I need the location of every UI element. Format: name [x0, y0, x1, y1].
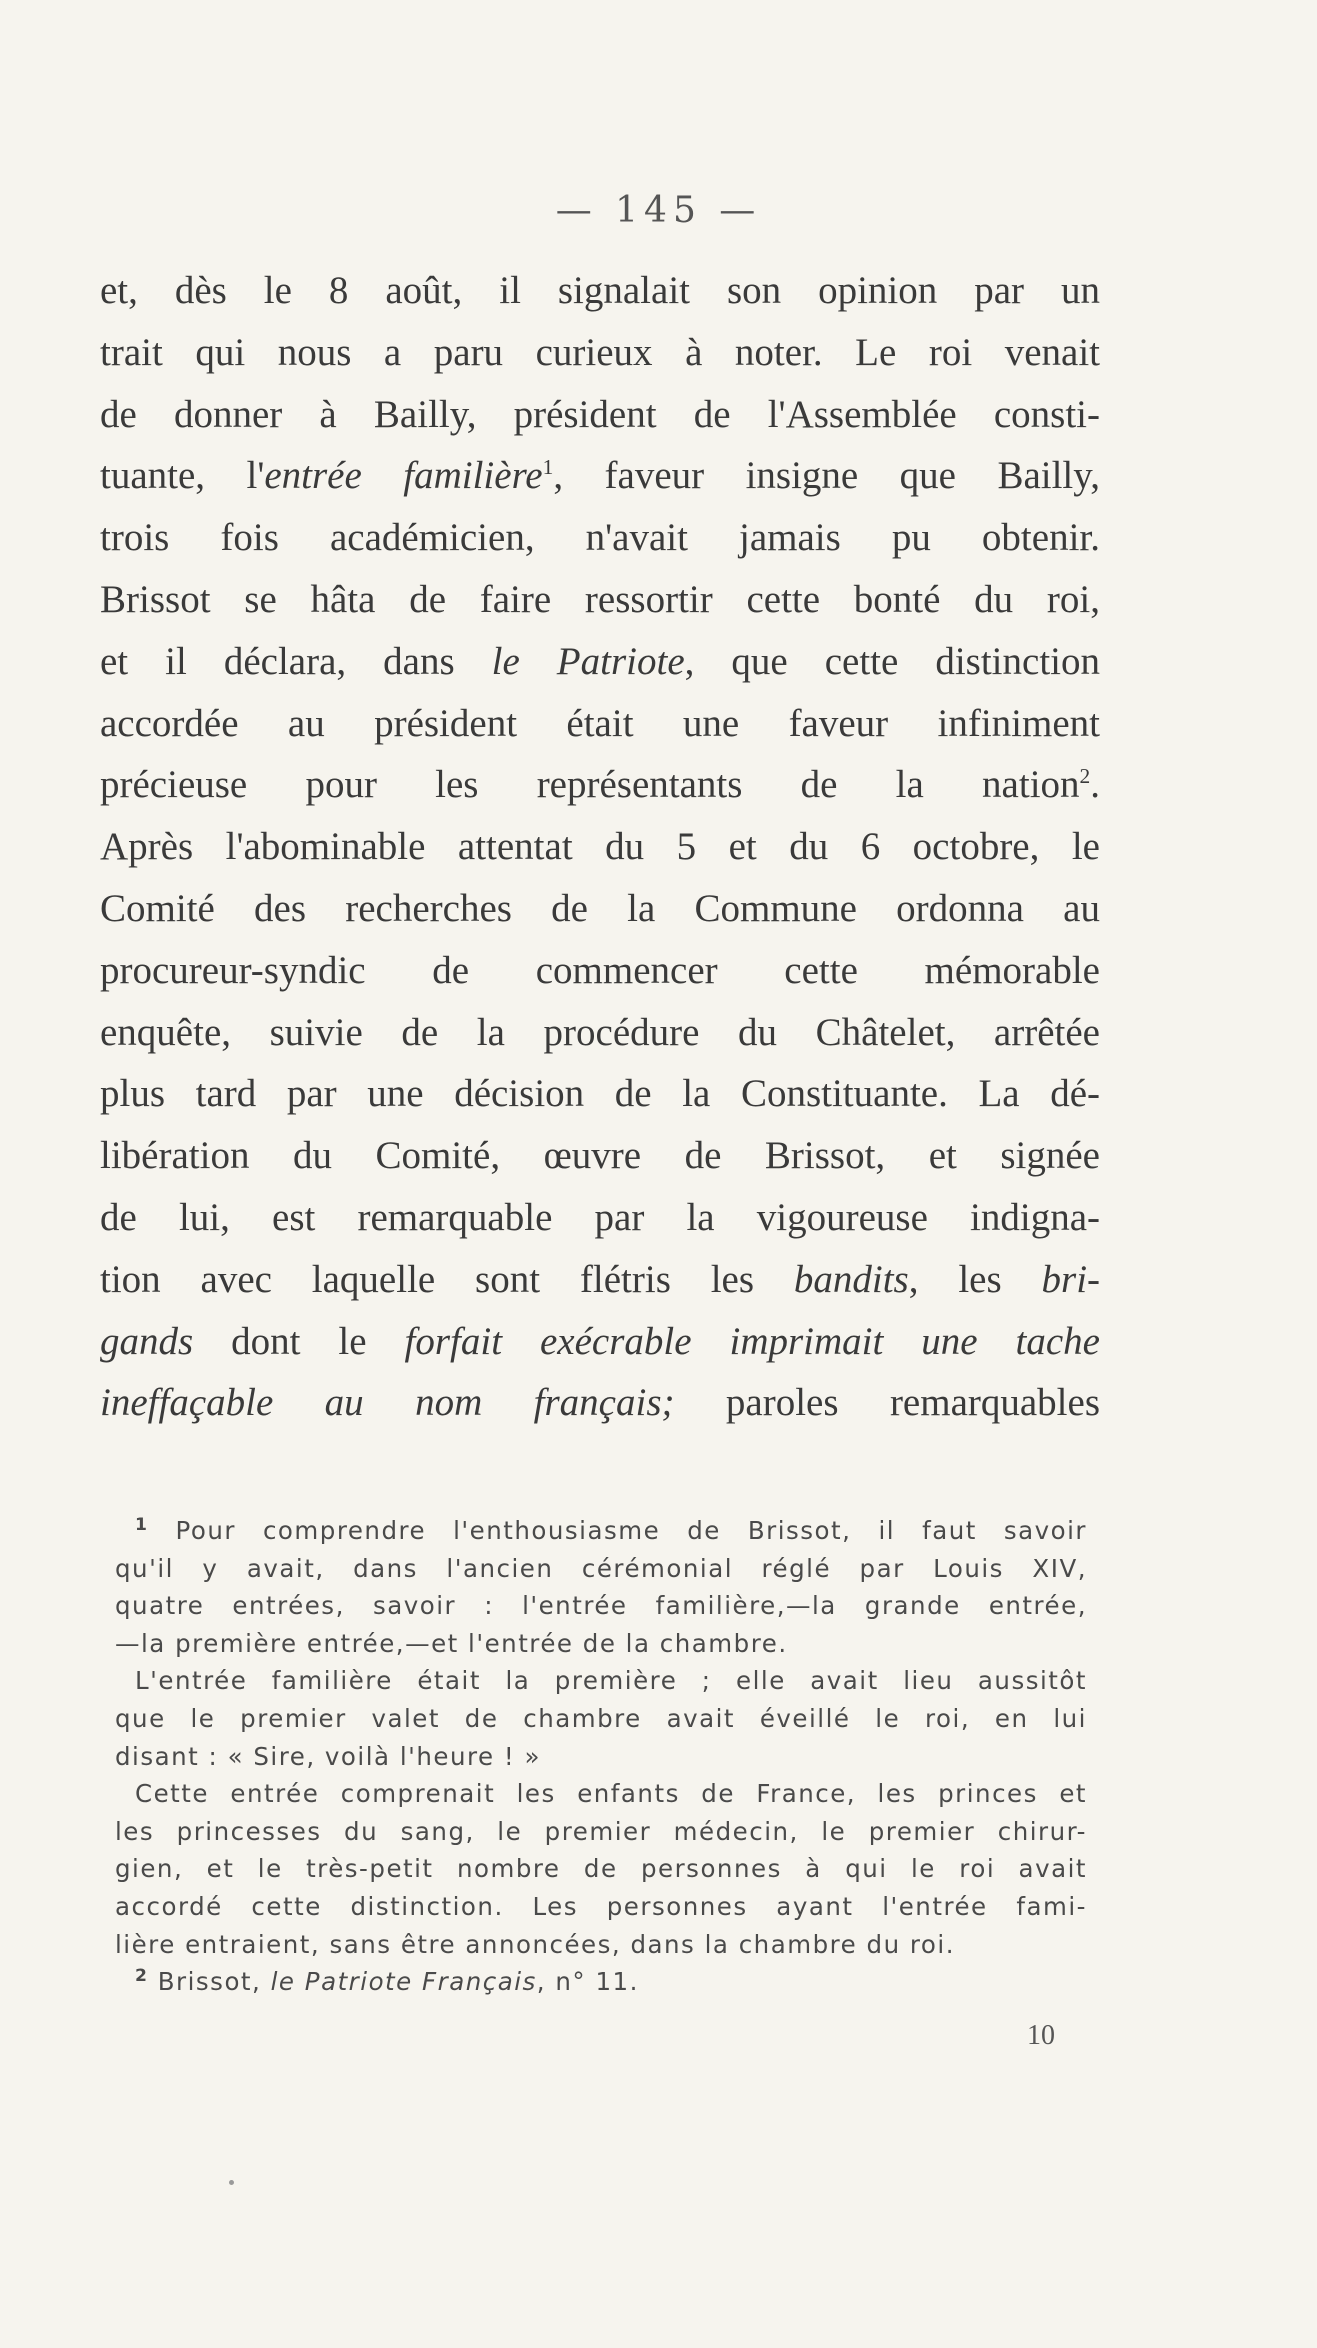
text-run: Après l'abominable attentat du 5 et du 6 octobre, le — [100, 825, 1100, 869]
text-run: , les — [908, 1257, 1042, 1301]
body-line — [100, 507, 1100, 569]
text-run: libération du Comité, œuvre de Brissot, et signée — [100, 1134, 1100, 1178]
body-line — [100, 1125, 1100, 1187]
body-line — [100, 384, 1100, 446]
italic-text: bandits — [793, 1257, 909, 1301]
text-run: gien, et le très-petit nombre de personnes à qui le roi avait — [115, 1854, 1087, 1884]
text-run: paroles remarquables — [674, 1381, 1101, 1425]
footnote-reference: 1 — [542, 455, 554, 480]
italic-text: ineffaçable au nom français; — [100, 1381, 675, 1425]
body-line — [100, 1372, 1100, 1434]
text-run: Brissot, — [148, 1967, 271, 1997]
text-run: dont le — [193, 1319, 405, 1363]
body-text — [100, 260, 1100, 1434]
body-line — [100, 1187, 1100, 1249]
body-line — [100, 1002, 1100, 1064]
body-line — [100, 322, 1100, 384]
text-run: procureur-syndic de commencer cette mémorable — [100, 948, 1100, 992]
text-run: qu'il y avait, dans l'ancien cérémonial réglé par Louis XIV, — [115, 1553, 1087, 1583]
footnote-line — [115, 1888, 1087, 1926]
italic-text: forfait exécrable imprimait une tache — [404, 1319, 1100, 1363]
text-run: précieuse pour les représentants de la nation — [100, 763, 1080, 807]
text-run: trait qui nous a paru curieux à noter. Le roi venait — [100, 330, 1100, 374]
paper-speck — [229, 2180, 234, 2185]
body-line — [100, 260, 1100, 322]
text-run: . — [1090, 763, 1100, 807]
text-run: plus tard par une décision de la Constituante. La dé- — [100, 1072, 1100, 1116]
page-number: — 145 — — [555, 190, 762, 231]
text-run: de donner à Bailly, président de l'Assemblée consti- — [100, 392, 1100, 436]
body-line — [100, 1311, 1100, 1373]
footnote-line — [115, 1700, 1087, 1738]
italic-text: entrée familière — [264, 454, 543, 498]
text-run: enquête, suivie de la procédure du Châtelet, arrêtée — [100, 1010, 1100, 1054]
body-line — [100, 693, 1100, 755]
text-run: accordée au président était une faveur infiniment — [100, 701, 1100, 745]
footnote-line — [115, 1587, 1087, 1625]
text-run: que le premier valet de chambre avait éveillé le roi, en lui — [115, 1703, 1087, 1733]
text-run: , faveur insigne que Bailly, — [553, 454, 1100, 498]
footnote-marker: 1 — [135, 1514, 149, 1535]
body-line — [100, 445, 1100, 507]
footnote-line — [115, 1512, 1087, 1550]
italic-text: gands — [100, 1319, 194, 1363]
footnote-reference: 2 — [1079, 764, 1091, 789]
footnote-line — [115, 1550, 1087, 1588]
body-line — [100, 878, 1100, 940]
text-run: , n° 11. — [536, 1967, 639, 1997]
text-run: tuante, l' — [100, 454, 265, 498]
footnote-line — [115, 1738, 1087, 1776]
text-run: et il déclara, dans — [100, 639, 492, 683]
footnote-line — [115, 1662, 1087, 1700]
text-run: tion avec laquelle sont flétris les — [100, 1257, 794, 1301]
body-line — [100, 754, 1100, 816]
footnote-line — [115, 1963, 1087, 2001]
text-run: L'entrée familière était la première ; elle avait lieu aussitôt — [135, 1666, 1087, 1696]
body-line — [100, 816, 1100, 878]
footnote-marker: 2 — [135, 1965, 149, 1986]
text-run: et, dès le 8 août, il signalait son opinion par un — [100, 269, 1100, 312]
text-run: Brissot se hâta de faire ressortir cette bonté du roi, — [100, 577, 1100, 621]
text-run: trois fois académicien, n'avait jamais pu obtenir. — [100, 516, 1100, 560]
signature-mark: 10 — [1027, 2020, 1055, 2051]
text-run: accordé cette distinction. Les personnes ayant l'entrée fami- — [115, 1891, 1087, 1921]
body-line — [100, 1249, 1100, 1311]
italic-text: le Patriote — [491, 639, 685, 683]
text-run: les princesses du sang, le premier médecin, le premier chirur- — [115, 1816, 1087, 1846]
body-line — [100, 631, 1100, 693]
footnote-line — [115, 1926, 1087, 1964]
body-line — [100, 1063, 1100, 1125]
footnote-line — [115, 1813, 1087, 1851]
text-run: lière entraient, sans être annoncées, dans la chambre du roi. — [115, 1929, 956, 1959]
body-line — [100, 569, 1100, 631]
footnote-line — [115, 1625, 1087, 1663]
text-run: —la première entrée,—et l'entrée de la chambre. — [115, 1628, 788, 1658]
text-run: quatre entrées, savoir : l'entrée familière,—la grande entrée, — [115, 1591, 1087, 1621]
text-run: disant : « Sire, voilà l'heure ! » — [115, 1741, 541, 1771]
footnotes — [115, 1512, 1087, 2001]
text-run: Cette entrée comprenait les enfants de France, les princes et — [135, 1779, 1087, 1809]
footnote-line — [115, 1775, 1087, 1813]
text-run: Pour comprendre l'enthousiasme de Brissot, il faut savoir — [148, 1516, 1087, 1545]
italic-text: le Patriote Français — [270, 1967, 537, 1997]
text-run: Comité des recherches de la Commune ordonna au — [100, 886, 1100, 930]
text-run: de lui, est remarquable par la vigoureuse indigna- — [100, 1195, 1100, 1239]
italic-text: bri- — [1041, 1257, 1101, 1301]
body-line — [100, 940, 1100, 1002]
text-run: , que cette distinction — [684, 639, 1100, 683]
footnote-line — [115, 1850, 1087, 1888]
